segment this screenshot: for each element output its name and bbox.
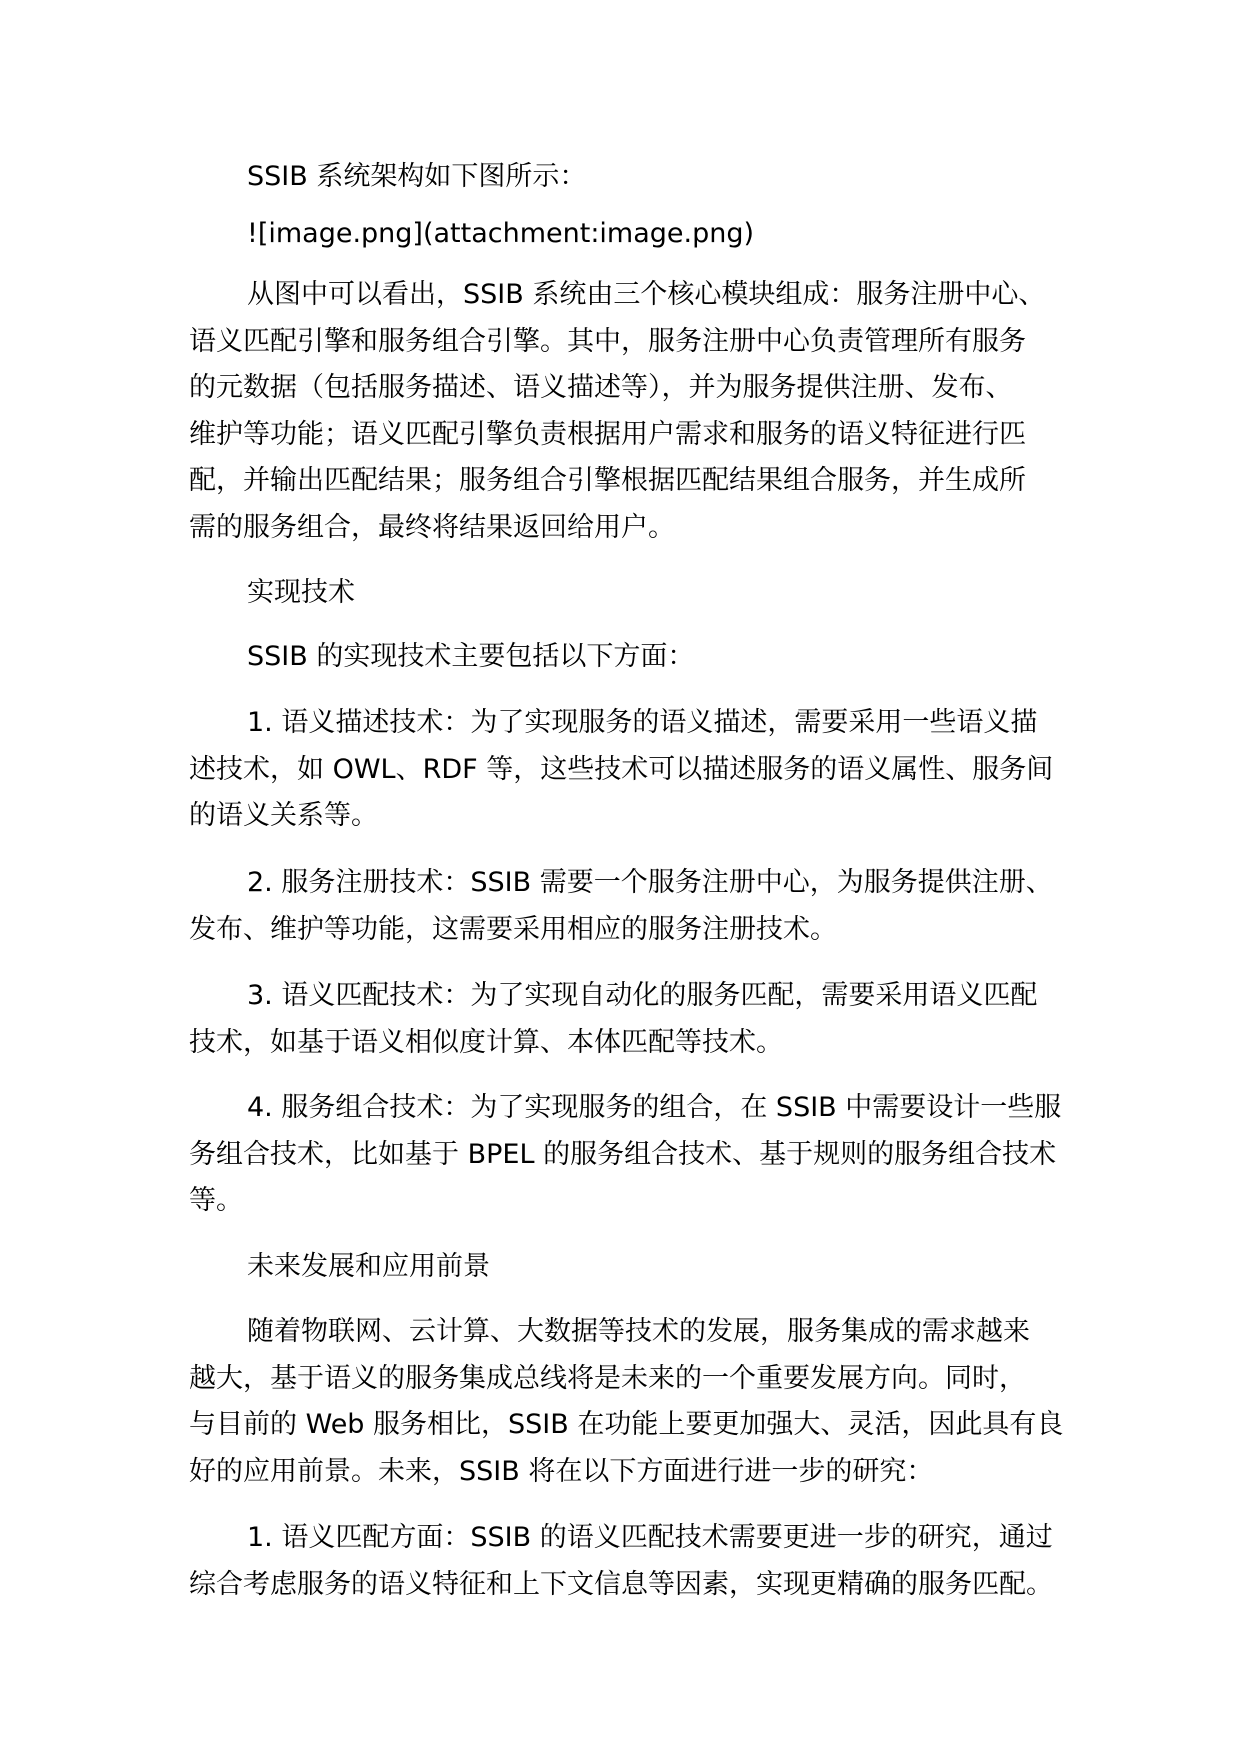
paragraph-implementation-intro bbox=[189, 634, 1189, 681]
list-item bbox=[189, 1515, 1189, 1608]
text-line: 等。 bbox=[189, 1185, 243, 1217]
paragraph-future-outlook bbox=[189, 1309, 1189, 1495]
image-markdown-placeholder bbox=[189, 211, 1189, 258]
text-line: 与目前的 Web 服务相比，SSIB 在功能上要更加强大、灵活，因此具有良 bbox=[189, 1409, 1064, 1441]
text-line: 好的应用前景。未来，SSIB 将在以下方面进行进一步的研究： bbox=[189, 1455, 934, 1487]
text-line: 2. 服务注册技术：SSIB 需要一个服务注册中心，为服务提供注册、 bbox=[247, 867, 1053, 898]
text-line: 的元数据（包括服务描述、语义描述等），并为服务提供注册、发布、 bbox=[189, 372, 1013, 404]
section-heading bbox=[189, 1244, 1189, 1291]
list-item bbox=[189, 1085, 1189, 1225]
text-line: SSIB 的实现技术主要包括以下方面： bbox=[247, 641, 695, 672]
text-line: 4. 服务组合技术：为了实现服务的组合，在 SSIB 中需要设计一些服 bbox=[247, 1092, 1062, 1123]
text-line: 发布、维护等功能，这需要采用相应的服务注册技术。 bbox=[189, 913, 837, 945]
text-line: SSIB 系统架构如下图所示： bbox=[247, 161, 587, 192]
text-line: 1. 语义描述技术：为了实现服务的语义描述，需要采用一些语义描 bbox=[247, 707, 1038, 738]
text-line: 未来发展和应用前景 bbox=[247, 1251, 490, 1282]
text-line: ![image.png](attachment:image.png) bbox=[247, 218, 755, 249]
text-line: 技术，如基于语义相似度计算、本体匹配等技术。 bbox=[189, 1026, 783, 1058]
paragraph-architecture-intro bbox=[189, 154, 1189, 201]
list-item bbox=[189, 973, 1189, 1066]
text-line: 的语义关系等。 bbox=[189, 800, 378, 832]
text-line: 述技术，如 OWL、RDF 等，这些技术可以描述服务的语义属性、服务间 bbox=[189, 753, 1054, 785]
text-line: 配，并输出匹配结果；服务组合引擎根据匹配结果组合服务，并生成所 bbox=[189, 465, 1026, 497]
text-line: 随着物联网、云计算、大数据等技术的发展，服务集成的需求越来 bbox=[247, 1316, 1030, 1347]
text-line: 实现技术 bbox=[247, 577, 355, 608]
paragraph-architecture-description bbox=[189, 272, 1189, 552]
text-line: 3. 语义匹配技术：为了实现自动化的服务匹配，需要采用语义匹配 bbox=[247, 980, 1038, 1011]
list-item bbox=[189, 700, 1189, 840]
text-line: 综合考虑服务的语义特征和上下文信息等因素，实现更精确的服务匹配。 bbox=[189, 1568, 1053, 1600]
text-line: 1. 语义匹配方面：SSIB 的语义匹配技术需要更进一步的研究，通过 bbox=[247, 1522, 1053, 1553]
list-item bbox=[189, 860, 1189, 953]
text-line: 从图中可以看出，SSIB 系统由三个核心模块组成：服务注册中心、 bbox=[247, 279, 1046, 310]
text-line: 越大，基于语义的服务集成总线将是未来的一个重要发展方向。同时， bbox=[189, 1362, 1026, 1394]
section-heading bbox=[189, 570, 1189, 617]
text-line: 需的服务组合，最终将结果返回给用户。 bbox=[189, 511, 675, 543]
text-line: 维护等功能；语义匹配引擎负责根据用户需求和服务的语义特征进行匹 bbox=[189, 418, 1026, 450]
text-line: 语义匹配引擎和服务组合引擎。其中，服务注册中心负责管理所有服务 bbox=[189, 325, 1026, 357]
text-line: 务组合技术，比如基于 BPEL 的服务组合技术、基于规则的服务组合技术 bbox=[189, 1138, 1057, 1170]
